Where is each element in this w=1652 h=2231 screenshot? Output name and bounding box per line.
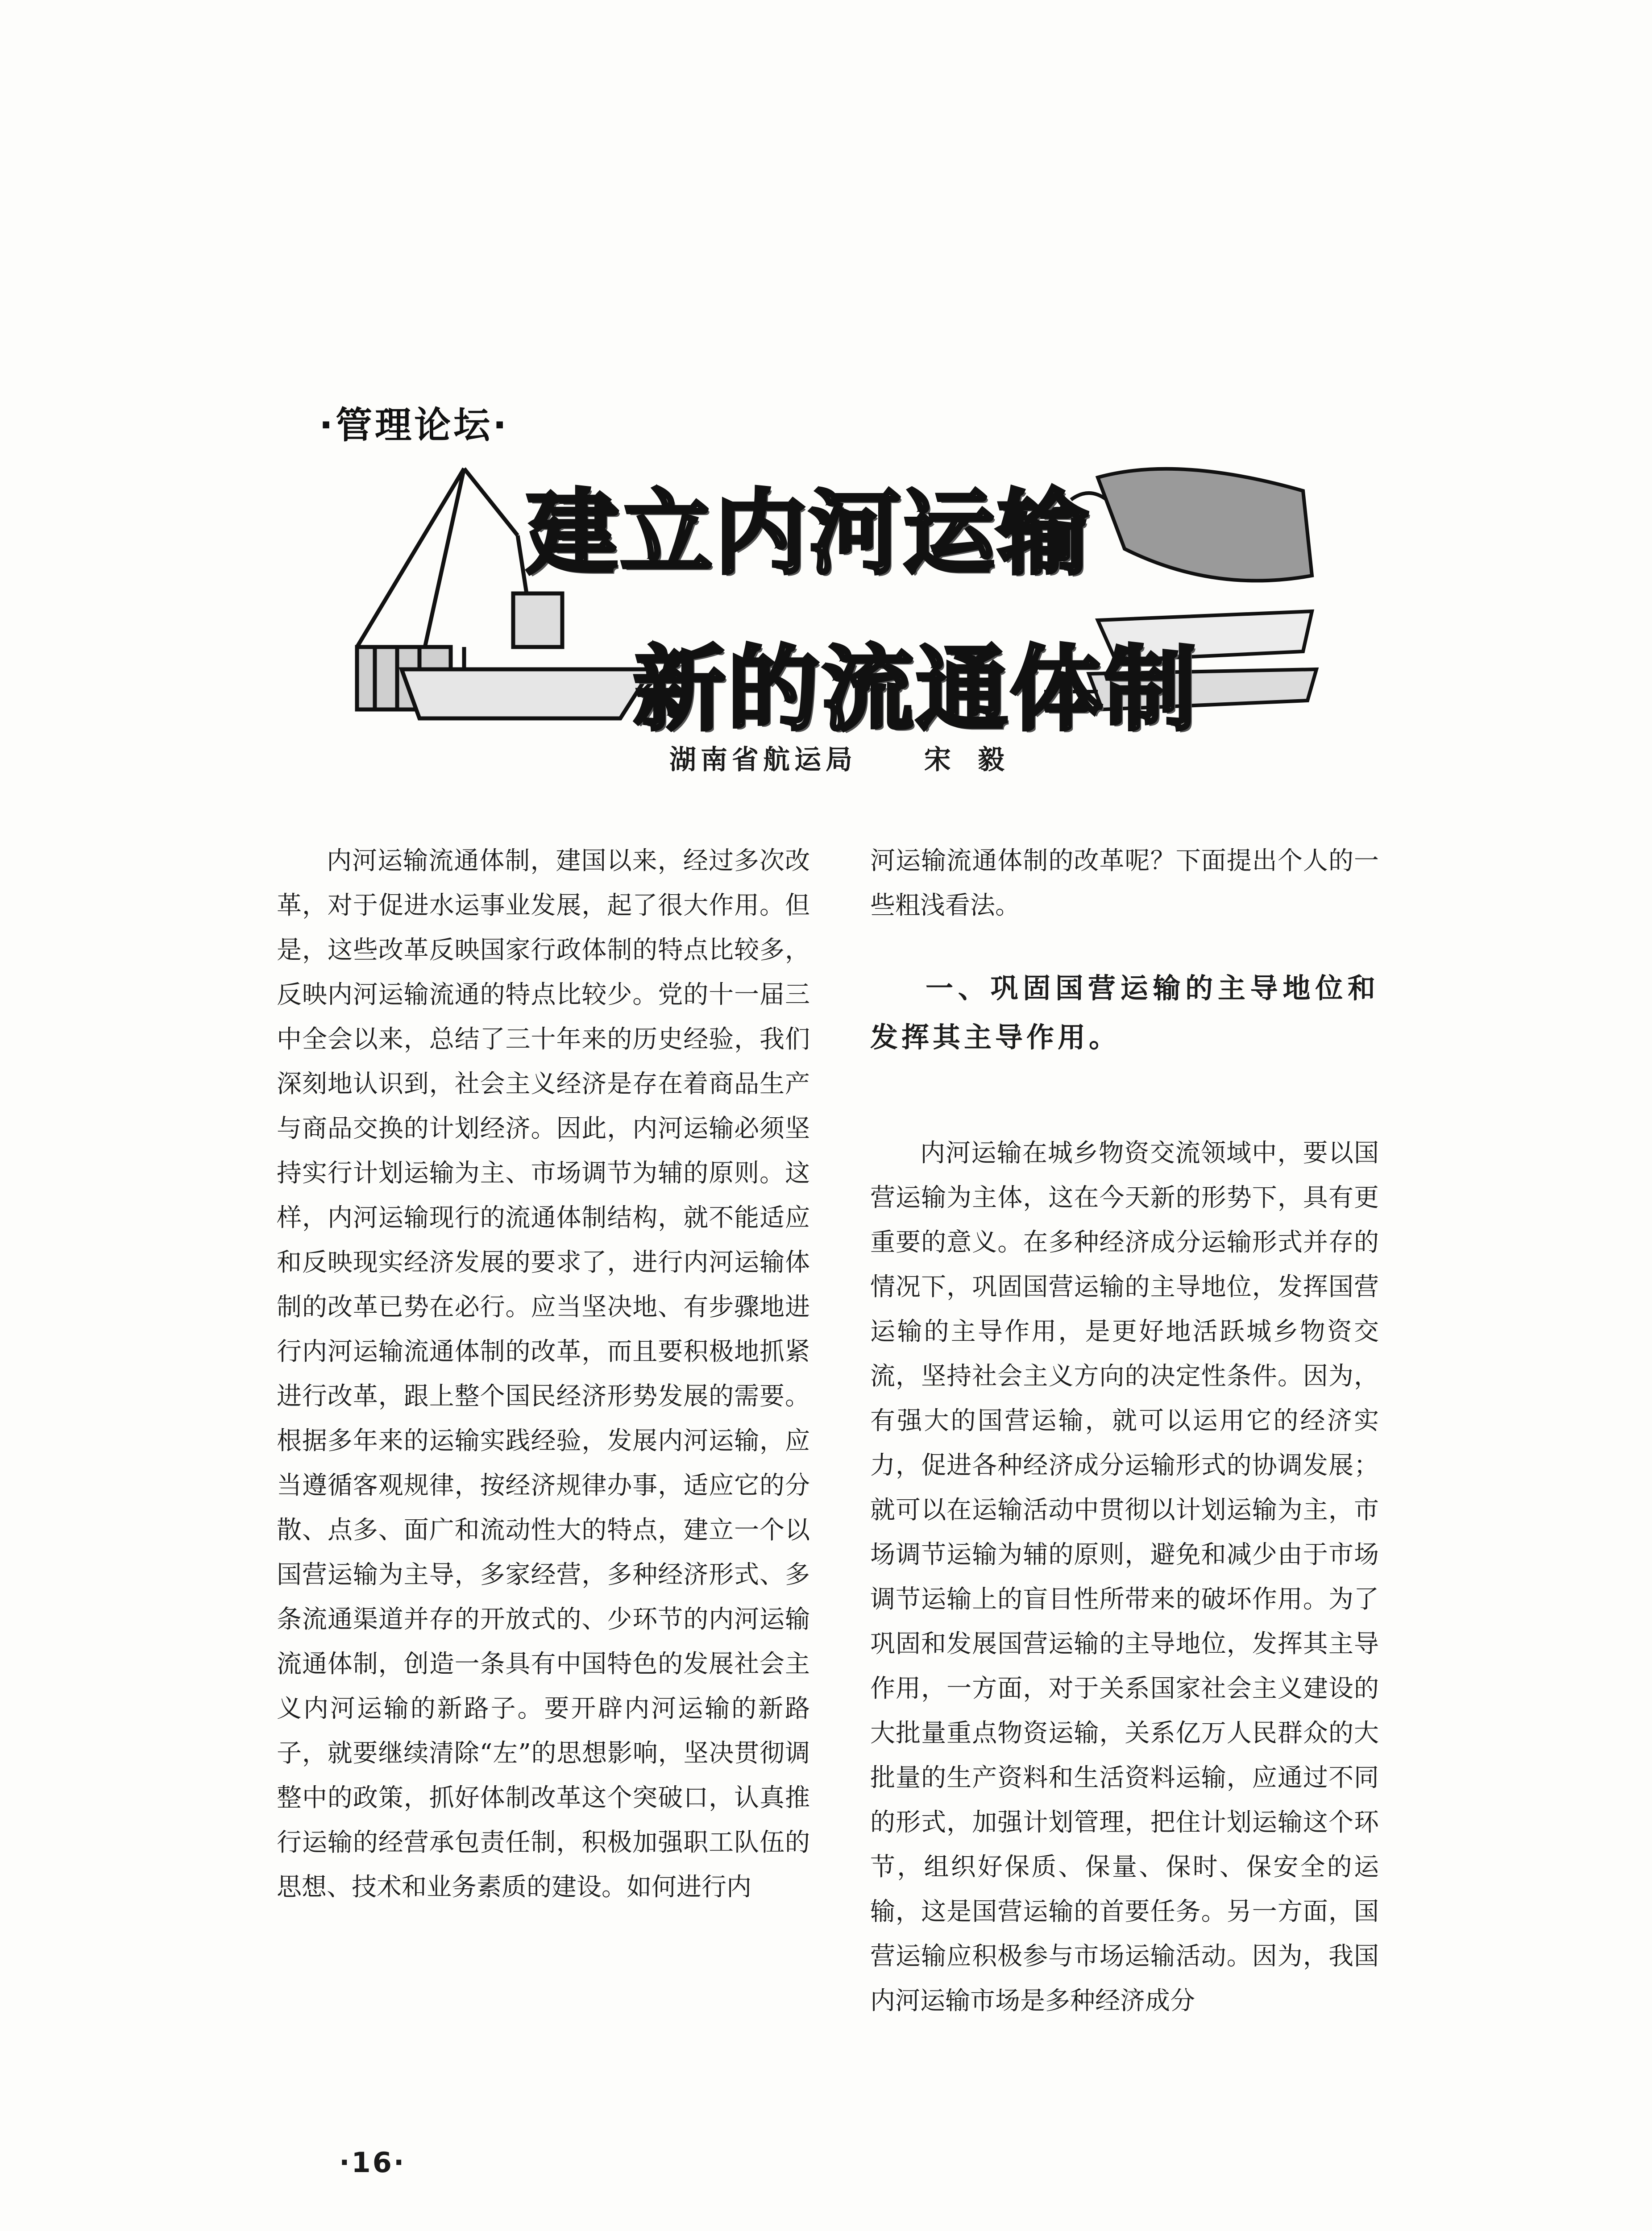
- byline: [669, 738, 1031, 777]
- left-column: [277, 839, 810, 1910]
- body-paragraph-continuation: 河运输流通体制的改革呢？下面提出个人的一些粗浅看法。: [870, 846, 1379, 920]
- right-column: [870, 839, 1379, 2024]
- body-paragraph: 内河运输在城乡物资交流领域中，要以国营运输为主体，这在今天新的形势下，具有更重要的意义。在多种经济成分运输形式并存的情况下，巩固国营运输的主导地位，发挥国营运输的主导作用，是更好地活跃城乡物资交流，坚持社会主义方向的决定性条件。因为，有强大的国营运输，就可以运用它的经济实力，促进各种经济成分运输形式的协调发展；就可以在运输活动中贯彻以计划运输为主，市场调节运输为辅的原则，避免和减少由于市场调节运输上的盲目性所带来的破坏作用。为了巩固和发展国营运输的主导地位，发挥其主导作用，一方面，对于关系国家社会主义建设的大批量重点物资运输，关系亿万人民群众的大批量的生产资料和生活资料运输，应通过不同的形式，加强计划管理，把住计划运输这个环节，组织好保质、保量、保时、保安全的运输，这是国营运输的首要任务。另一方面，国营运输应积极参与市场运输活动。因为，我国内河运输市场是多种经济成分: [870, 1139, 1379, 2015]
- article-title-line-2: 新的流通体制: [634, 637, 1199, 743]
- article-title-line-1: 建立内河运输: [527, 481, 1092, 587]
- author-name: 宋毅: [924, 744, 1031, 775]
- body-paragraph: 内河运输流通体制，建国以来，经过多次改革，对于促进水运事业发展，起了很大作用。但是，这些改革反映国家行政体制的特点比较多，反映内河运输流通的特点比较少。党的十一届三中全会以来，总结了三十年来的历史经验，我们深刻地认识到，社会主义经济是存在着商品生产与商品交换的计划经济。因此，内河运输必须坚持实行计划运输为主、市场调节为辅的原则。这样，内河运输现行的流通体制结构，就不能适应和反映现实经济发展的要求了，进行内河运输体制的改革已势在必行。应当坚决地、有步骤地进行内河运输流通体制的改革，而且要积极地抓紧进行改革，跟上整个国民经济形势发展的需要。根据多年来的运输实践经验，发展内河运输，应当遵循客观规律，按经济规律办事，适应它的分散、点多、面广和流动性大的特点，建立一个以国营运输为主导，多家经营，多种经济形式、多条流通渠道并存的开放式的、少环节的内河运输流通体制，创造一条具有中国特色的发展社会主义内河运输的新路子。要开辟内河运输的新路子，就要继续清除“左”的思想影响，坚决贯彻调整中的政策，抓好体制改革这个突破口，认真推行运输的经营承包责任制，积极加强职工队伍的思想、技术和业务素质的建设。如何进行内: [277, 846, 810, 1902]
- section-heading: 一、巩固国营运输的主导地位和发挥其主导作用。: [870, 972, 1379, 1053]
- column-tag: ·管理论坛·: [319, 404, 510, 447]
- author-affiliation: 湖南省航运局: [669, 744, 857, 775]
- page-number: ·16·: [339, 2146, 406, 2179]
